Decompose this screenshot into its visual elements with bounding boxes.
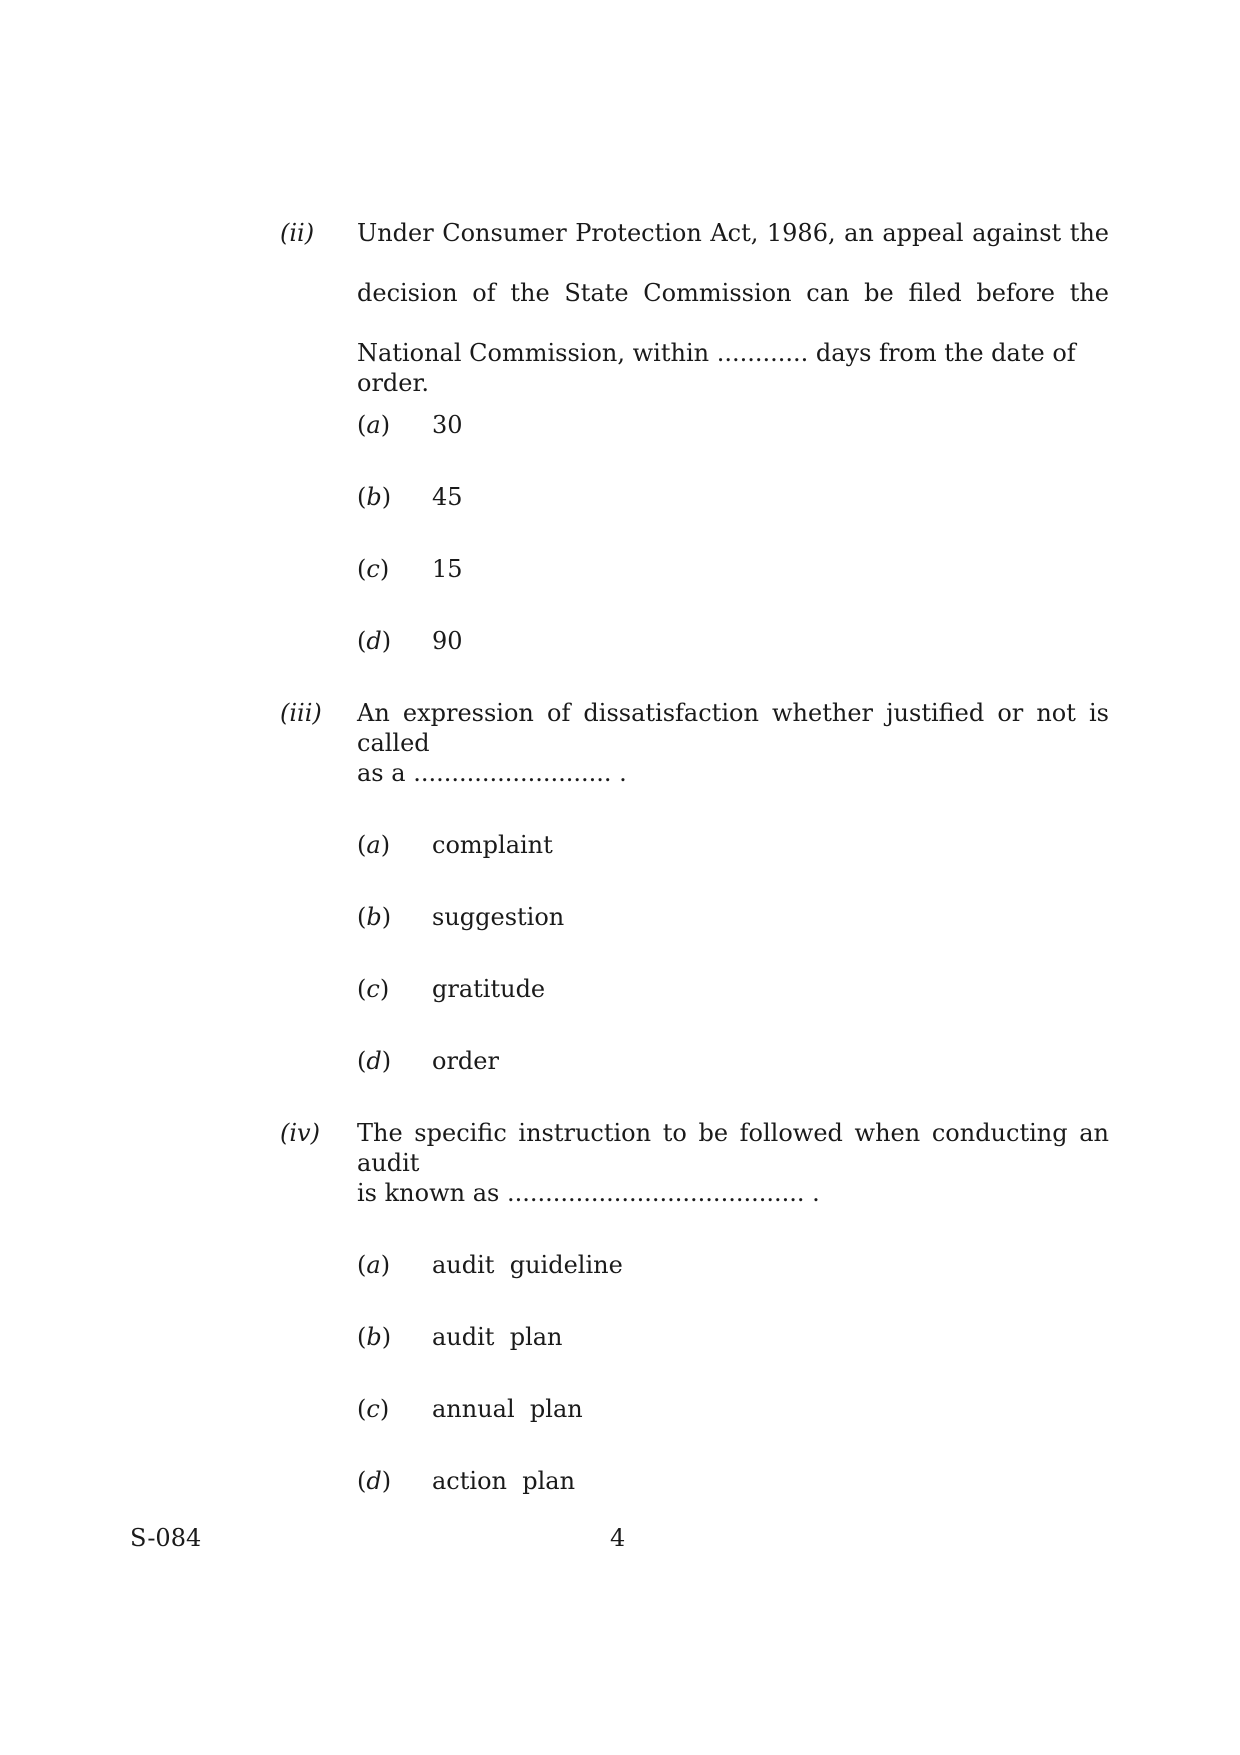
option-text: audit plan bbox=[432, 1323, 563, 1351]
question-number: (ii) bbox=[280, 219, 315, 247]
option-label: (c) bbox=[357, 555, 390, 583]
option-text: annual plan bbox=[432, 1395, 583, 1423]
question-text-line: The specific instruction to be followed when conducting an audit bbox=[357, 1119, 1109, 1177]
option-label: (a) bbox=[357, 411, 391, 439]
option-label: (d) bbox=[357, 1467, 392, 1495]
question-text-line: as a .......................... . bbox=[357, 759, 627, 787]
option-text: gratitude bbox=[432, 975, 546, 1003]
option-label: (a) bbox=[357, 831, 391, 859]
question-text-line: An expression of dissatisfaction whether justified or not is called bbox=[357, 699, 1109, 757]
page-number: 4 bbox=[610, 1524, 626, 1552]
option-label: (b) bbox=[357, 1323, 392, 1351]
option-text: order bbox=[432, 1047, 499, 1075]
paper-code: S-084 bbox=[130, 1524, 202, 1552]
option-text: action plan bbox=[432, 1467, 576, 1495]
option-label: (d) bbox=[357, 1047, 392, 1075]
question-text-line: National Commission, within ............ days from the date of order. bbox=[357, 339, 1076, 397]
option-label: (a) bbox=[357, 1251, 391, 1279]
option-text: 90 bbox=[432, 627, 463, 655]
question-text-line: decision of the State Commission can be filed before the bbox=[357, 279, 1109, 307]
question-number: (iv) bbox=[280, 1119, 320, 1147]
option-text: suggestion bbox=[432, 903, 565, 931]
option-text: audit guideline bbox=[432, 1251, 623, 1279]
option-label: (c) bbox=[357, 975, 390, 1003]
option-text: 30 bbox=[432, 411, 463, 439]
question-number: (iii) bbox=[280, 699, 322, 727]
option-label: (b) bbox=[357, 903, 392, 931]
option-text: 45 bbox=[432, 483, 463, 511]
option-label: (b) bbox=[357, 483, 392, 511]
option-label: (d) bbox=[357, 627, 392, 655]
option-text: complaint bbox=[432, 831, 553, 859]
option-text: 15 bbox=[432, 555, 463, 583]
question-text-line: is known as ....................................... . bbox=[357, 1179, 820, 1207]
option-label: (c) bbox=[357, 1395, 390, 1423]
question-text-line: Under Consumer Protection Act, 1986, an appeal against the bbox=[357, 219, 1109, 247]
